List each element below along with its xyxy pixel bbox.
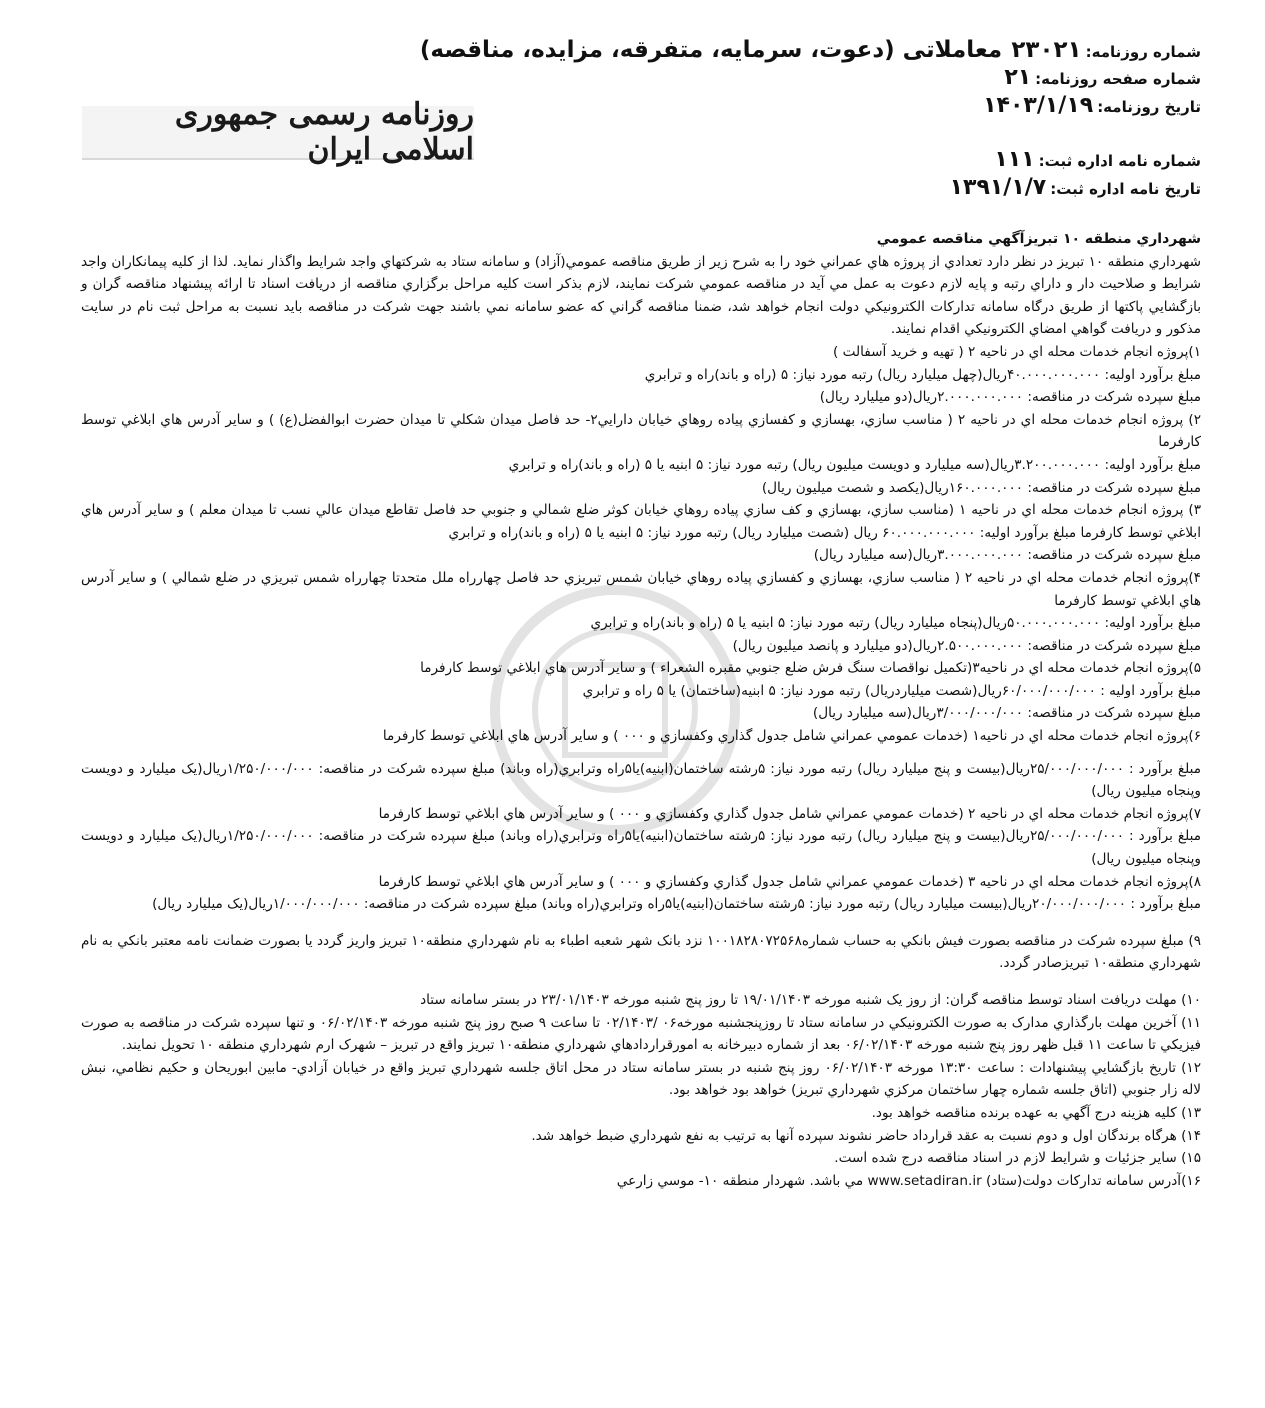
page-number: ۲۱ bbox=[1004, 65, 1032, 90]
notice-intro: شهرداري منطقه ۱۰ تبريز در نظر دارد تعدادي از پروژه هاي عمراني خود را به شرح زير از طريق مناقصه عمومي(آزاد) و سامانه ستاد به شركتهاي واجد شرايط واگذار نمايد. لذا از كليه پيمانكاران واجد شرايط و صلاحيت دار و داراي رتبه و پايه لازم دعوت به عمل مي آيد در مناقصه عمومي شركت نمايند، لازم بذكر است كليه مراحل برگزاري مناقصه از دريافت اسناد تا ارائه پيشنهاد مناقصه گران و بازگشايي پاكتها از طريق درگاه سامانه تداركات الكترونيكي دولت انجام خواهد شد، ضمنا مناقصه گراني كه عضو سامانه نمي باشند جهت شركت در مناقصه بايد نسبت به مراحل ثبت نام در سايت مذكور و دريافت گواهي امضاي الكترونيكي اقدام نمايند. bbox=[81, 253, 1201, 338]
notice-line: مبلغ برآورد اوليه : ۶۰/۰۰۰/۰۰۰/۰۰۰ريال(شصت ميلياردريال) رتبه مورد نياز: ۵ ابنيه(ساختمان) يا ۵ راه و ترابري bbox=[582, 682, 1201, 699]
reg-letter-date-line bbox=[51, 174, 1201, 202]
notice-title: شهرداري منطقه ۱۰ تبريزآگهي مناقصه عمومي bbox=[876, 231, 1201, 247]
newspaper-date-label: تاریخ روزنامه: bbox=[1097, 98, 1201, 116]
notice-line: مبلغ سپرده شركت در مناقصه: ۱۶۰.۰۰۰.۰۰۰ريال(يكصد و شصت ميليون ريال) bbox=[761, 479, 1201, 496]
reg-letter-number: ۱۱۱ bbox=[994, 147, 1035, 172]
notice-line: مبلغ سپرده شركت در مناقصه: ۲.۵۰۰.۰۰۰.۰۰۰ريال(دو ميليارد و پانصد ميليون ريال) bbox=[732, 637, 1201, 654]
notice-line: ۱)پروژه انجام خدمات محله اي در ناحيه ۲ ( تهيه و خريد آسفالت ) bbox=[832, 343, 1201, 360]
notice-line: ۱۵) ساير جزئيات و شرايط لازم در اسناد مناقصه درج شده است. bbox=[834, 1150, 1201, 1167]
notice-line: مبلغ برآورد اوليه: ۳.۲۰۰.۰۰۰.۰۰۰ريال(سه ميليارد و دويست ميليون ريال) رتبه مورد نياز: ۵ ابنيه يا ۵ (راه و باند)راه و ترابري bbox=[508, 456, 1201, 473]
reg-letter-date: ۱۳۹۱/۱/۷ bbox=[949, 175, 1047, 200]
reg-letter-date-label: تاریخ نامه اداره ثبت: bbox=[1050, 180, 1201, 198]
notice-line: ۱۲) تاريخ بازگشايي پيشنهادات : ساعت ۱۳:۳۰ مورخه ۰۶/۰۲/۱۴۰۳ روز پنج شنبه در بستر سامانه ستاد در محل اتاق جلسه شهرداري تبريز واقع در خيابان آزادي- مابين ابوريحان و حكيم نظامي، نبش لاله زار جنوبي (اتاق جلسه شماره چهار ساختمان مركزي شهرداري تبريز) خواهد بود خواهد بود. bbox=[81, 1059, 1201, 1099]
notice-line: ۸)پروژه انجام خدمات محله اي در ناحيه ۳ (خدمات عمومي عمراني شامل جدول گذاري وكفسازي و ۰۰۰ ) و ساير آدرس هاي ابلاغي توسط كارفرما bbox=[378, 873, 1201, 890]
deposit-note: ۹) مبلغ سپرده شركت در مناقصه بصورت فيش بانكي به حساب شماره۱۰۰۱۸۲۸۰۷۲۵۶۸ نزد بانک شهر شعبه اطباء به نام شهرداري منطقه۱۰ تبريز واريز گردد يا بصورت ضمانت نامه معتبر بانكي به نام شهرداري منطقه۱۰ تبريزصادر گردد. bbox=[81, 932, 1202, 972]
newspaper-logo: روزنامه رسمی جمهوری اسلامی ایران bbox=[82, 106, 474, 160]
notice-line: ۷)پروژه انجام خدمات محله اي در ناحيه ۲ (خدمات عمومي عمراني شامل جدول گذاري وكفسازي و ۰۰۰ ) و ساير آدرس هاي ابلاغي توسط كارفرما bbox=[378, 805, 1201, 822]
reg-letter-number-label: شماره نامه اداره ثبت: bbox=[1038, 152, 1201, 170]
notice-line: ۱۶)آدرس سامانه تداركات دولت(ستاد) www.setadiran.ir مي باشد. شهردار منطقه ۱۰- موسي زارعي bbox=[616, 1172, 1201, 1189]
notice-line: مبلغ برآورد : ۲۰/۰۰۰/۰۰۰/۰۰۰ريال(بيست ميليارد ريال) رتبه مورد نياز: ۵رشته ساختمان(ابنيه)يا۵راه وترابري(راه وباند) مبلغ سپرده شركت در مناقصه: ۱/۰۰۰/۰۰۰/۰۰۰ريال(يک ميليارد ريال) bbox=[152, 896, 1201, 913]
notice-line: ۲) پروژه انجام خدمات محله اي در ناحيه ۲ ( مناسب سازي، بهسازي و كفسازي پياده روهاي خيابان دارايي۲- حد فاصل ميدان شكلي تا ميدان حضرت ابوالفضل(ع) ) و ساير آدرس هاي ابلاغي توسط كارفرما bbox=[81, 411, 1201, 451]
notice-line: ۱۰) مهلت دريافت اسناد توسط مناقصه گران: از روز يک شنبه مورخه ۱۹/۰۱/۱۴۰۳ تا روز پنج شنبه مورخه ۲۳/۰۱/۱۴۰۳ در بستر سامانه ستاد bbox=[420, 992, 1201, 1008]
section-title: معاملاتی (دعوت، سرمایه، متفرقه، مزایده، مناقصه) bbox=[419, 37, 1003, 63]
newspaper-number-line bbox=[51, 36, 1201, 64]
notice-line: مبلغ برآورد : ۲۵/۰۰۰/۰۰۰/۰۰۰ريال(بيست و پنج ميليارد ريال) رتبه مورد نياز: ۵رشته ساختمان(ابنيه)يا۵راه وترابري(راه وباند) مبلغ سپرده شركت در مناقصه: ۱/۲۵۰/۰۰۰/۰۰۰ريال(يک ميليارد و دويست وپنجاه ميليون ريال) bbox=[81, 828, 1202, 868]
notice-line: مبلغ برآورد اوليه: ۴۰.۰۰۰.۰۰۰.۰۰۰ريال(چهل ميليارد ريال) رتبه مورد نياز: ۵ (راه و باند)راه و ترابري bbox=[644, 366, 1201, 383]
notice-line: مبلغ سپرده شركت در مناقصه: ۳.۰۰۰.۰۰۰.۰۰۰ريال(سه ميليارد ريال) bbox=[813, 547, 1201, 564]
notice-line: ۱۳) كليه هزينه درج آگهي به عهده برنده مناقصه خواهد بود. bbox=[871, 1104, 1201, 1121]
newspaper-number-label: شماره روزنامه: bbox=[1085, 43, 1201, 61]
notice-line: ۵)پروژه انجام خدمات محله اي در ناحيه۳(تكميل نواقصات سنگ فرش ضلع جنوبي مقبره الشعراء ) و ساير آدرس هاي ابلاغي توسط كارفرما bbox=[420, 660, 1201, 677]
notice-line: ۳) پروژه انجام خدمات محله اي در ناحيه ۱ (مناسب سازي، بهسازي و كف سازي پياده روهاي خيابان كوثر ضلع شمالي و جنوبي حد فاصل تقاطع ميدان عالي نسب تا ميدان معلم ) و ساير آدرس هاي ابلاغي توسط كارفرما مبلغ برآورد اوليه: ۶۰.۰۰۰.۰۰۰.۰۰۰ ريال (شصت ميليارد ريال) رتبه مورد نياز: ۵ ابنيه يا ۵ (راه و باند)راه و ترابري bbox=[81, 502, 1201, 541]
notice-line: مبلغ برآورد اوليه: ۵۰.۰۰۰.۰۰۰.۰۰۰ريال(پنجاه ميليارد ريال) رتبه مورد نياز: ۵ ابنيه يا ۵ (راه و باند)راه و ترابري bbox=[590, 615, 1201, 632]
page-number-label: شماره صفحه روزنامه: bbox=[1035, 70, 1201, 88]
notice-line: ۱۴) هرگاه برندگان اول و دوم نسبت به عقد قرارداد حاضر نشوند سپرده آنها به ترتيب به نفع شهرداري ضبط خواهد شد. bbox=[531, 1127, 1201, 1144]
notice-line: مبلغ برآورد : ۲۵/۰۰۰/۰۰۰/۰۰۰ريال(بيست و پنج ميليارد ريال) رتبه مورد نياز: ۵رشته ساختمان(ابنيه)يا۵راه وترابري(راه وباند) مبلغ سپرده شركت در مناقصه: ۱/۲۵۰/۰۰۰/۰۰۰ريال(يک ميليارد و دويست وپنجاه ميليون ريال) bbox=[81, 760, 1202, 800]
notice-line: ۶)پروژه انجام خدمات محله اي در ناحيه۱ (خدمات عمومي عمراني شامل جدول گذاري وكفسازي و ۰۰۰ ) و ساير آدرس هاي ابلاغي توسط كارفرما bbox=[382, 728, 1201, 745]
page-number-line bbox=[51, 64, 1201, 92]
newspaper-number: ۲۳۰۲۱ bbox=[1011, 37, 1082, 63]
newspaper-date: ۱۴۰۳/۱/۱۹ bbox=[983, 93, 1094, 118]
notice-line: مبلغ سپرده شركت در مناقصه: ۲.۰۰۰.۰۰۰.۰۰۰ريال(دو ميليارد ريال) bbox=[819, 389, 1201, 406]
notice-line: مبلغ سپرده شركت در مناقصه: ۳/۰۰۰/۰۰۰/۰۰۰ريال(سه ميليارد ريال) bbox=[812, 705, 1201, 722]
notice-line: ۴)پروژه انجام خدمات محله اي در ناحيه ۲ ( مناسب سازي، بهسازي و كفسازي پياده روهاي خيابان شمس تبريزي حد فاصل چهارراه ملل متحدتا چهارراه شمس تبريزي در ضلع شمالي ) و ساير آدرس هاي ابلاغي توسط كارفرما bbox=[81, 569, 1201, 609]
tender-notice bbox=[81, 228, 1201, 1192]
notice-line: ۱۱) آخرين مهلت بارگذاري مدارک به صورت الكترونيكي در سامانه ستاد تا روزپنجشنبه مورخه۰۶ /۰۲/۱۴۰۳ تا ساعت ۹ صبح روز پنج شنبه مورخه ۰۶/۰۲/۱۴۰۳ و تنها سپرده شركت در مناقصه به صورت فيزيكي تا ساعت ۱۱ قبل ظهر روز پنج شنبه مورخه ۰۶/۰۲/۱۴۰۳ بعد از شماره دبيرخانه به امورقراردادهاي شهرداري منطقه۱۰ تبريز واقع در تبريز – شهرک ارم شهرداري منطقه ۱۰ تحويل نمايند. bbox=[81, 1014, 1201, 1054]
